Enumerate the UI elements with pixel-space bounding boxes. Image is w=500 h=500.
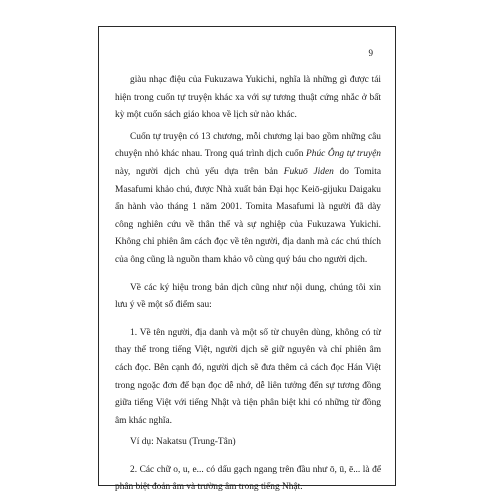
- paragraph-translation-source: [115, 129, 381, 270]
- paragraph-note-1: 1. Về tên người, địa danh và một số từ chuyên dùng, không có từ thay thế trong tiếng Việt, người dịch sẽ giữ nguyên và chỉ phiên âm cách đọc. Bên cạnh đó, người dịch sẽ đưa thêm cả cách đọc Hán Việt trong ngoặc đơn để bạn đọc dễ nhớ, dễ liên tưởng đến sự tương đồng giữa tiếng Việt với tiếng Nhật và tiện phân biệt khi có những từ đồng âm khác nghĩa.: [115, 327, 381, 426]
- paragraph-text: do Tomita Masafumi khảo chú, được Nhà xuất bản Đại học Keiō-gijuku Daigaku ấn hành vào tháng 1 năm 2001. Tomita Masafumi là người đã dày công nghiên cứu về thân thế và sự nghiệp của Fukuzawa Yukichi. Không chỉ phiên âm cách đọc về tên người, địa danh mà các chú thích của ông cũng là nguồn tham khảo vô cùng quý báu cho người dịch.: [115, 166, 381, 265]
- page-number: 9: [368, 48, 373, 58]
- paragraph-text: này, người dịch chủ yếu dựa trên bản: [115, 166, 284, 177]
- paragraph-example: Ví dụ: Nakatsu (Trung-Tân): [130, 437, 236, 448]
- book-title-japanese: Fukuō Jiden: [283, 166, 334, 177]
- paragraph-note-2: 2. Các chữ o, u, e... có dấu gạch ngang trên đầu như ō, ū, ē... là để phân biệt đoản âm và trường âm trong tiếng Nhật.: [115, 464, 381, 493]
- book-page: [98, 26, 396, 493]
- book-title-vietnamese: Phúc Ông tự truyện: [306, 149, 381, 160]
- paragraph-notes-intro: Về các ký hiệu trong bản dịch cũng như nội dung, chúng tôi xin lưu ý về một số điểm sau:: [115, 282, 381, 311]
- paragraph-intro-continuation: giàu nhạc điệu của Fukuzawa Yukichi, nghĩa là những gì được tái hiện trong cuốn tự truyện khác xa với sự tương thuật cứng nhắc ở bất kỳ một cuốn sách giáo khoa về lịch sử nào khác.: [115, 75, 381, 121]
- page-body: [115, 72, 381, 497]
- paragraph-text: Cuốn tự truyện có 13 chương, mỗi chương lại bao gồm những câu chuyện nhỏ khác nhau. Trong quá trình dịch cuốn: [115, 131, 381, 160]
